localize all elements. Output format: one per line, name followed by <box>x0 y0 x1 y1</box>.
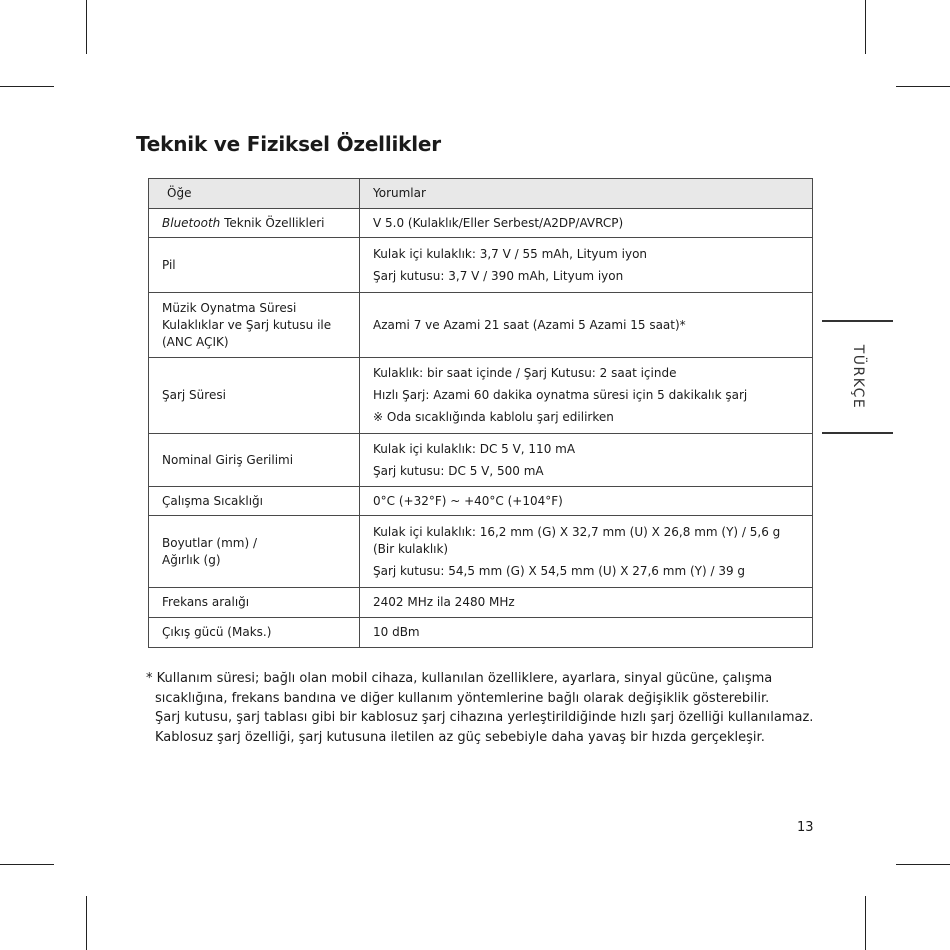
crop-mark <box>0 86 54 87</box>
row-value <box>360 358 813 434</box>
table-row <box>149 516 813 588</box>
label-line: Kulaklıklar ve Şarj kutusu ile <box>162 317 332 332</box>
crop-mark <box>896 86 950 87</box>
page-number: 13 <box>797 820 814 835</box>
table-row <box>149 238 813 293</box>
row-label: Nominal Giriş Gerilimi <box>149 434 360 487</box>
row-label <box>149 516 360 588</box>
label-line: Boyutlar (mm) / <box>162 535 258 550</box>
row-value: V 5.0 (Kulaklık/Eller Serbest/A2DP/AVRCP) <box>360 209 813 238</box>
row-label-text: Teknik Özellikleri <box>220 215 325 230</box>
row-value <box>360 516 813 588</box>
value-line: Kulak içi kulaklık: 16,2 mm (G) X 32,7 mm (U) X 26,8 mm (Y) / 5,6 g (Bir kulaklık) <box>373 524 781 556</box>
column-header-item: Öğe <box>149 179 360 209</box>
value-line: Şarj kutusu: DC 5 V, 500 mA <box>373 463 544 478</box>
tab-top-rule <box>822 320 893 322</box>
table-header-row <box>149 179 813 209</box>
value-line: Kulaklık: bir saat içinde / Şarj Kutusu: 2 saat içinde <box>373 366 677 380</box>
value-line: Kulak içi kulaklık: 3,7 V / 55 mAh, Lityum iyon <box>373 246 648 261</box>
row-value: 0°C (+32°F) ~ +40°C (+104°F) <box>360 487 813 516</box>
page-title: Teknik ve Fiziksel Özellikler <box>136 132 441 156</box>
label-line: Ağırlık (g) <box>162 552 221 567</box>
table-row <box>149 434 813 487</box>
footnote-line: Kablosuz şarj özelliği, şarj kutusuna iletilen az güç sebebiyle daha yavaş bir hızda gerçekleşir. <box>155 729 765 745</box>
value-line: ※ Oda sıcaklığında kablolu şarj edilirken <box>373 410 614 424</box>
table-row <box>149 618 813 648</box>
row-value <box>360 238 813 293</box>
row-label <box>149 293 360 358</box>
table-row <box>149 358 813 434</box>
language-label: TÜRKÇE <box>849 344 866 410</box>
row-label: Çıkış gücü (Maks.) <box>149 618 360 648</box>
label-line: (ANC AÇIK) <box>162 334 229 349</box>
column-header-comments: Yorumlar <box>360 179 813 209</box>
value-line: Hızlı Şarj: Azami 60 dakika oynatma süresi için 5 dakikalık şarj <box>373 388 748 402</box>
row-label <box>149 209 360 238</box>
value-line: Şarj kutusu: 54,5 mm (G) X 54,5 mm (U) X 27,6 mm (Y) / 39 g <box>373 563 746 578</box>
table-row <box>149 209 813 238</box>
footnote-line: * Kullanım süresi; bağlı olan mobil cihaza, kullanılan özelliklere, ayarlara, sinyal gücüne, çalışma <box>146 671 773 686</box>
row-label: Frekans aralığı <box>149 588 360 618</box>
value-line: Kulak içi kulaklık: DC 5 V, 110 mA <box>373 441 576 456</box>
row-label: Şarj Süresi <box>149 358 360 434</box>
row-value: 2402 MHz ila 2480 MHz <box>360 588 813 618</box>
spec-table <box>148 178 813 648</box>
footnote <box>146 669 846 747</box>
row-label: Çalışma Sıcaklığı <box>149 487 360 516</box>
row-value: 10 dBm <box>360 618 813 648</box>
crop-mark <box>865 0 866 54</box>
footnote-line: sıcaklığına, frekans bandına ve diğer kullanım yöntemlerine bağlı olarak değişiklik gösterebilir. <box>155 690 770 706</box>
crop-mark <box>865 896 866 950</box>
crop-mark <box>86 0 87 54</box>
tab-bottom-rule <box>822 432 893 434</box>
crop-mark <box>86 896 87 950</box>
label-line: Müzik Oynatma Süresi <box>162 300 297 315</box>
table-row <box>149 487 813 516</box>
row-label: Pil <box>149 238 360 293</box>
table-row <box>149 293 813 358</box>
row-value: Azami 7 ve Azami 21 saat (Azami 5 Azami 15 saat)* <box>360 293 813 358</box>
crop-mark <box>896 864 950 865</box>
row-value <box>360 434 813 487</box>
language-tab <box>822 320 893 434</box>
value-line: Şarj kutusu: 3,7 V / 390 mAh, Lityum iyon <box>373 268 624 283</box>
footnote-line: Şarj kutusu, şarj tablası gibi bir kablosuz şarj cihazına yerleştirildiğinde hızlı şarj özelliği kullanılamaz. <box>155 710 814 725</box>
bluetooth-label: Bluetooth <box>162 215 221 230</box>
table-row <box>149 588 813 618</box>
crop-mark <box>0 864 54 865</box>
